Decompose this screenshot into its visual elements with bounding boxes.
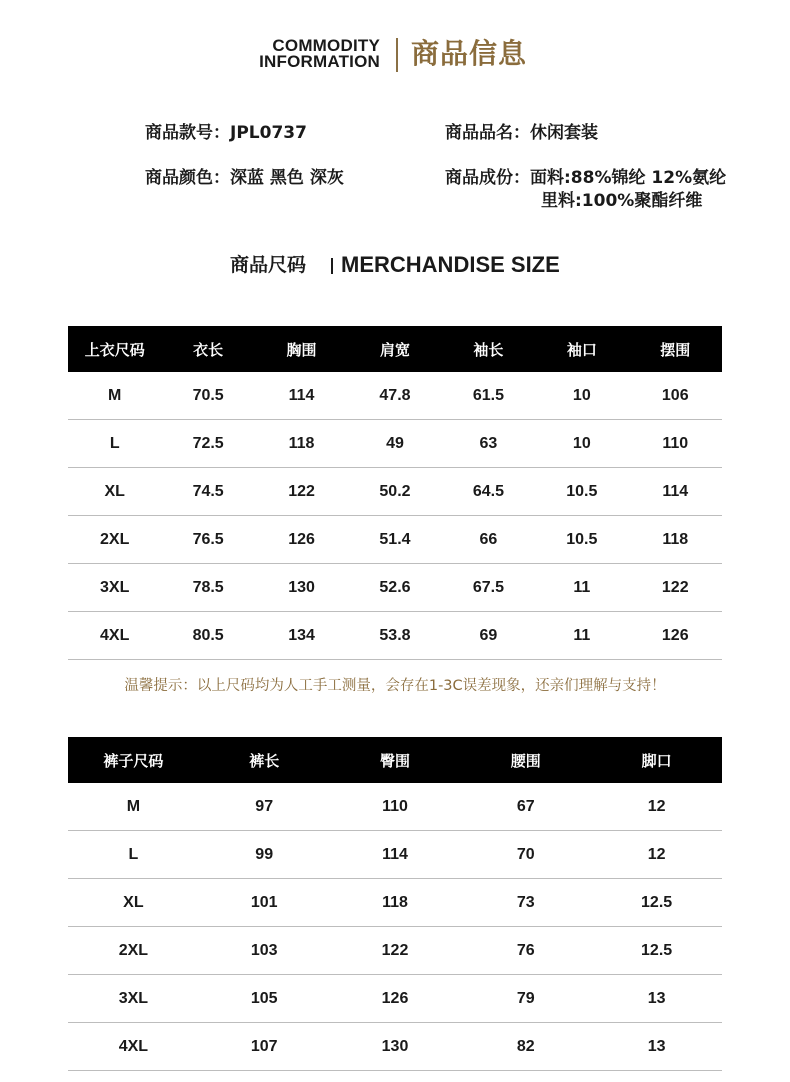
pants-table-cell: 114 (330, 831, 461, 879)
pants-table-cell: 107 (199, 1023, 330, 1071)
composition-label: 商品成份： (445, 168, 530, 188)
product-color-row (145, 167, 344, 189)
pants-table-header-row (68, 737, 722, 783)
product-color-value: 深蓝 黑色 深灰 (230, 168, 344, 188)
top-table-cell: 78.5 (161, 564, 254, 612)
pants-table-cell: 110 (330, 783, 461, 831)
header-en-line2: INFORMATION (259, 52, 380, 71)
pants-table-cell: 3XL (68, 975, 199, 1023)
top-table-cell: 52.6 (348, 564, 441, 612)
top-table-cell: 130 (255, 564, 348, 612)
pants-table-row (68, 879, 722, 927)
pants-table-cell: 70 (460, 831, 591, 879)
top-table-row (68, 468, 722, 516)
top-table-cell: 114 (629, 468, 722, 516)
top-table-header-cell: 肩宽 (348, 326, 441, 372)
composition-row-2 (541, 190, 702, 212)
top-table-cell: 63 (442, 420, 535, 468)
top-table-cell: 53.8 (348, 612, 441, 660)
top-table-cell: 11 (535, 612, 628, 660)
top-table-header-cell: 摆围 (629, 326, 722, 372)
top-table-cell: 4XL (68, 612, 161, 660)
top-table-cell: 66 (442, 516, 535, 564)
header-divider (396, 38, 398, 72)
pants-table-cell: L (68, 831, 199, 879)
composition-line2: 里料:100%聚酯纤维 (541, 191, 703, 211)
pants-table-cell: 12.5 (591, 879, 722, 927)
top-table-cell: 70.5 (161, 372, 254, 420)
pants-table-cell: 97 (199, 783, 330, 831)
pants-table-cell: 76 (460, 927, 591, 975)
top-table-cell: M (68, 372, 161, 420)
top-table-row (68, 564, 722, 612)
top-table-row (68, 420, 722, 468)
pants-table-cell: XL (68, 879, 199, 927)
pants-table-header-cell: 裤子尺码 (68, 737, 199, 783)
product-name-label: 商品品名： (445, 123, 530, 143)
top-table-header-cell: 上衣尺码 (68, 326, 161, 372)
top-table-cell: 64.5 (442, 468, 535, 516)
pants-table-cell: 12.5 (591, 927, 722, 975)
top-table-cell: 126 (255, 516, 348, 564)
pants-table-row (68, 783, 722, 831)
top-table-cell: 122 (629, 564, 722, 612)
pants-table-row (68, 831, 722, 879)
top-table-cell: 118 (255, 420, 348, 468)
top-table-cell: 10 (535, 420, 628, 468)
top-table-cell: 114 (255, 372, 348, 420)
model-number-value: JPL0737 (230, 123, 307, 143)
top-table-cell: 110 (629, 420, 722, 468)
top-table-cell: 51.4 (348, 516, 441, 564)
top-table-cell: L (68, 420, 161, 468)
pants-table-cell: 79 (460, 975, 591, 1023)
pants-table-cell: 73 (460, 879, 591, 927)
top-table-header-cell: 袖口 (535, 326, 628, 372)
model-number-label: 商品款号： (145, 123, 230, 143)
top-size-table (68, 326, 722, 660)
pants-table-cell: 67 (460, 783, 591, 831)
top-table-cell: 47.8 (348, 372, 441, 420)
top-table-cell: 69 (442, 612, 535, 660)
size-title-en: MERCHANDISE SIZE (341, 252, 560, 277)
size-section-title (0, 251, 790, 279)
pants-table-cell: 101 (199, 879, 330, 927)
pants-table-cell: 13 (591, 975, 722, 1023)
pants-table-cell: 13 (591, 1023, 722, 1071)
top-table-cell: 67.5 (442, 564, 535, 612)
top-table-cell: 72.5 (161, 420, 254, 468)
top-table-cell: 126 (629, 612, 722, 660)
product-name-value: 休闲套装 (530, 123, 598, 143)
pants-table-cell: 118 (330, 879, 461, 927)
top-table-cell: 74.5 (161, 468, 254, 516)
top-table-cell: 49 (348, 420, 441, 468)
size-title-divider (331, 258, 333, 274)
composition-line1: 面料:88%锦纶 12%氨纶 (530, 168, 727, 188)
top-table-cell: 10.5 (535, 468, 628, 516)
header-chinese-title: 商品信息 (411, 37, 528, 70)
top-table-row (68, 612, 722, 660)
model-number-row (145, 122, 307, 144)
pants-table-header-cell: 腰围 (460, 737, 591, 783)
top-table-cell: 122 (255, 468, 348, 516)
product-color-label: 商品颜色： (145, 168, 230, 188)
composition-row (445, 167, 726, 189)
top-table-cell: 106 (629, 372, 722, 420)
top-table-cell: 10.5 (535, 516, 628, 564)
top-table-cell: 61.5 (442, 372, 535, 420)
top-table-cell: XL (68, 468, 161, 516)
pants-size-table (68, 737, 722, 1071)
pants-table-cell: 4XL (68, 1023, 199, 1071)
header-english-title (259, 38, 380, 70)
pants-table-cell: 103 (199, 927, 330, 975)
pants-table-row (68, 927, 722, 975)
pants-table-header-cell: 臀围 (330, 737, 461, 783)
pants-table-cell: 82 (460, 1023, 591, 1071)
top-table-cell: 2XL (68, 516, 161, 564)
pants-table-cell: 126 (330, 975, 461, 1023)
pants-table-header-cell: 裤长 (199, 737, 330, 783)
commodity-info-header (0, 34, 790, 78)
top-table-cell: 50.2 (348, 468, 441, 516)
top-table-header-cell: 袖长 (442, 326, 535, 372)
top-table-cell: 10 (535, 372, 628, 420)
measurement-note: 温馨提示：以上尺码均为人工手工测量，会存在1-3C误差现象，还亲们理解与支持！ (124, 678, 666, 694)
pants-table-row (68, 975, 722, 1023)
top-table-row (68, 372, 722, 420)
pants-table-cell: 2XL (68, 927, 199, 975)
header-en-line1: COMMODITY (272, 36, 380, 55)
pants-table-header-cell: 脚口 (591, 737, 722, 783)
top-table-cell: 80.5 (161, 612, 254, 660)
size-title-cn: 商品尺码 (230, 254, 307, 276)
top-table-header-cell: 衣长 (161, 326, 254, 372)
top-table-cell: 11 (535, 564, 628, 612)
top-table-cell: 118 (629, 516, 722, 564)
top-table-header-cell: 胸围 (255, 326, 348, 372)
top-table-cell: 3XL (68, 564, 161, 612)
pants-table-cell: 122 (330, 927, 461, 975)
top-table-cell: 134 (255, 612, 348, 660)
product-name-row (445, 122, 598, 144)
pants-table-cell: 130 (330, 1023, 461, 1071)
top-table-header-row (68, 326, 722, 372)
top-table-row (68, 516, 722, 564)
pants-table-cell: 12 (591, 783, 722, 831)
pants-table-cell: 12 (591, 831, 722, 879)
pants-table-cell: 105 (199, 975, 330, 1023)
pants-table-row (68, 1023, 722, 1071)
top-table-cell: 76.5 (161, 516, 254, 564)
pants-table-cell: 99 (199, 831, 330, 879)
pants-table-cell: M (68, 783, 199, 831)
